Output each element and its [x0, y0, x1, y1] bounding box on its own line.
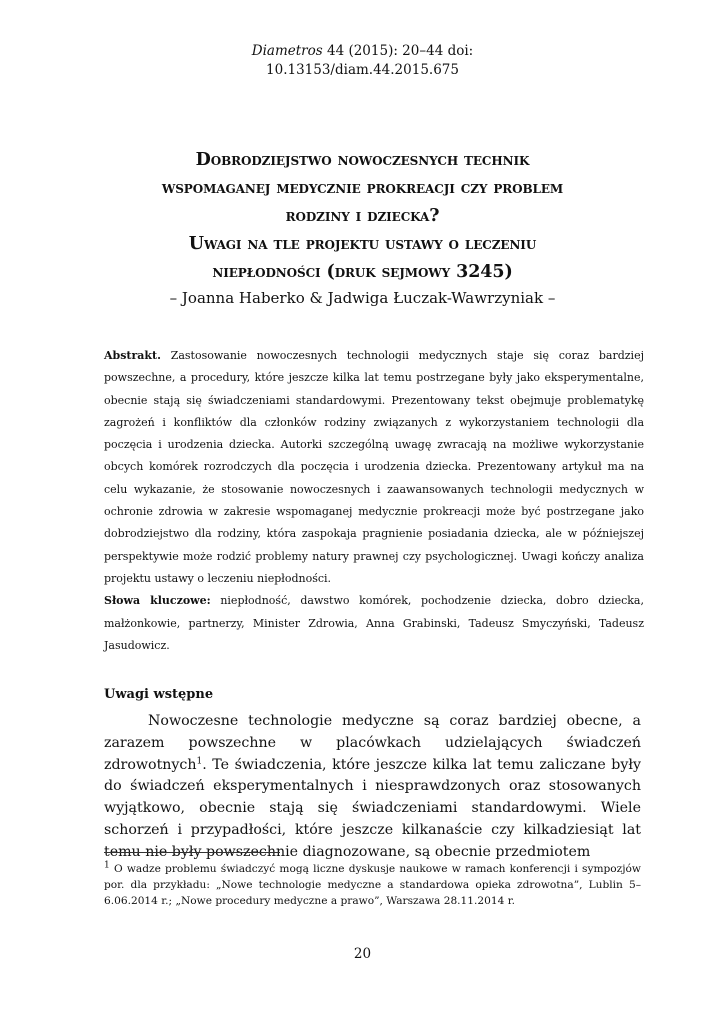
- title-line-5: niepłodności (druk sejmowy 3245): [212, 262, 513, 282]
- journal-header: [0, 42, 725, 80]
- title-line-2: wspomaganej medycznie prokreacji czy problem: [161, 178, 564, 198]
- footnote: [104, 861, 641, 909]
- body-text: [104, 711, 641, 864]
- abstract: [104, 345, 644, 657]
- doi: 10.13153/diam.44.2015.675: [266, 62, 459, 78]
- footnote-paragraph: [104, 861, 641, 909]
- citation: 44 (2015): 20–44: [326, 43, 444, 59]
- title-line-3: rodziny i dziecka?: [285, 206, 440, 226]
- doi-label: doi:: [447, 43, 474, 59]
- keywords-label: Słowa kluczowe:: [104, 594, 211, 608]
- body-paragraph: [104, 711, 641, 864]
- footnote-reference[interactable]: 1: [196, 755, 203, 766]
- footnote-text: O wadze problemu świadczyć mogą liczne dyskusje naukowe w ramach konferencji i sympozjów por. dla przykładu: „Nowe technologie medyczne a standardowa opieka zdrowotna”, Lublin 5–6.06.2014 r.; „Nowe procedury medyczne a prawo”, Warszawa 28.11.2014 r.: [104, 863, 641, 907]
- paragraph-part-2: . Te świadczenia, które jeszcze kilka lat temu zaliczane były do świadczeń eksperymentalnych i niesprawdzonych oraz stosowanych wyjątkowo, obecnie stają się świadczeniami standardowymi. Wiele schorzeń i przypadłości, które jeszcze kilkanaście czy kilkadziesiąt lat temu nie były powszechnie diagnozowane, są obecnie przedmiotem: [104, 756, 641, 860]
- citation-line: [0, 42, 725, 61]
- authors: – Joanna Haberko & Jadwiga Łuczak-Wawrzyniak –: [169, 289, 556, 307]
- paragraph-part-1: Nowoczesne technologie medyczne są coraz bardziej obecne, a zarazem powszechne w placówkach udzielających świadczeń zdrowotnych: [104, 713, 641, 773]
- article-title: [86, 146, 639, 286]
- footnote-divider: [104, 852, 280, 853]
- keywords-text: niepłodność, dawstwo komórek, pochodzenie dziecka, dobro dziecka, małżonkowie, partnerzy, Minister Zdrowia, Anna Grabinski, Tadeusz Smyczyński, Tadeusz Jasudowicz.: [104, 594, 644, 652]
- journal-name: Diametros: [251, 43, 323, 59]
- section-heading: Uwagi wstępne: [104, 687, 214, 702]
- abstract-paragraph: [104, 345, 644, 590]
- abstract-text: Zastosowanie nowoczesnych technologii medycznych staje się coraz bardziej powszechne, a procedury, które jeszcze kilka lat temu postrzegane były jako eksperymentalne, obecnie stają się świadczeniami standardowymi. Prezentowany tekst obejmuje problematykę zagrożeń i konfliktów dla członków rodziny związanych z wykorzystaniem technologii dla poczęcia i urodzenia dziecka. Autorki szczególną uwagę zwracają na możliwe wykorzystanie obcych komórek rozrodczych dla poczęcia i urodzenia dziecka. Prezentowany artykuł ma na celu wykazanie, że stosowanie nowoczesnych i zaawansowanych technologii medycznych w ochronie zdrowia w zakresie wspomaganej medycznie prokreacji może być postrzegane jako dobrodziejstwo dla rodziny, która zaspokaja pragnienie posiadania dziecka, ale w późniejszej perspektywie może rodzić problemy natury prawnej czy psychologicznej. Uwagi kończy analiza projektu ustawy o leczeniu niepłodności.: [104, 349, 644, 585]
- title-line-4: Uwagi na tle projektu ustawy o leczeniu: [188, 234, 537, 254]
- footnote-number: 1: [104, 860, 110, 871]
- keywords-paragraph: [104, 590, 644, 657]
- abstract-label: Abstrakt.: [104, 349, 161, 362]
- page-number: 20: [353, 946, 372, 962]
- title-line-1: Dobrodziejstwo nowoczesnych technik: [195, 150, 530, 170]
